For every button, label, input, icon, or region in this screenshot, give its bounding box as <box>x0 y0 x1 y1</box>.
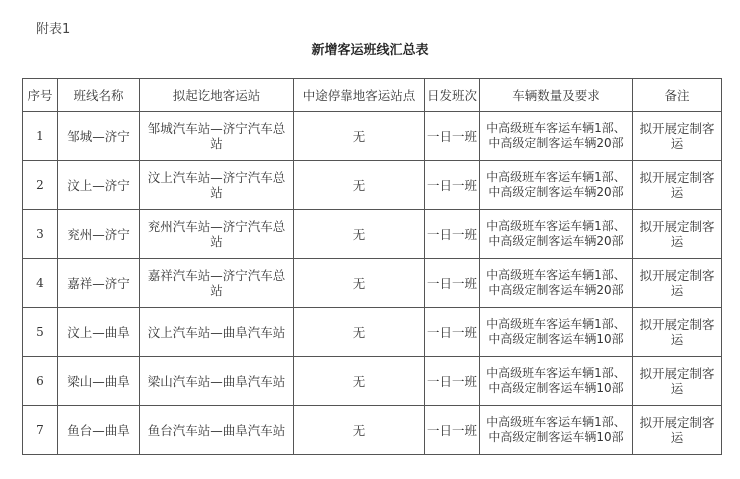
vehicles-line: 中高级定制客运车辆20部 <box>488 136 624 150</box>
table-row <box>23 112 722 161</box>
row-seq: 5 <box>23 308 58 357</box>
row-frequency: 一日一班 <box>425 161 480 210</box>
header-route: 班线名称 <box>58 79 140 112</box>
header-stations: 拟起讫地客运站 <box>140 79 294 112</box>
row-frequency: 一日一班 <box>425 357 480 406</box>
row-seq: 3 <box>23 210 58 259</box>
row-seq: 7 <box>23 406 58 455</box>
header-vehicles: 车辆数量及要求 <box>480 79 633 112</box>
row-route-name: 邹城—济宁 <box>58 112 140 161</box>
vehicles-line: 中高级定制客运车辆10部 <box>488 381 624 395</box>
row-stops: 无 <box>294 406 425 455</box>
vehicles-line: 中高级定制客运车辆10部 <box>488 430 624 444</box>
vehicles-line: 中高级定制客运车辆20部 <box>488 185 624 199</box>
row-stations: 嘉祥汽车站—济宁汽车总站 <box>140 259 294 308</box>
row-frequency: 一日一班 <box>425 259 480 308</box>
row-frequency: 一日一班 <box>425 112 480 161</box>
row-vehicles <box>480 161 633 210</box>
vehicles-line: 中高级班车客运车辆1部、 <box>486 268 626 282</box>
row-remarks: 拟开展定制客运 <box>633 259 722 308</box>
row-route-name: 梁山—曲阜 <box>58 357 140 406</box>
row-seq: 2 <box>23 161 58 210</box>
vehicles-line: 中高级班车客运车辆1部、 <box>486 121 626 135</box>
row-stations: 汶上汽车站—曲阜汽车站 <box>140 308 294 357</box>
row-frequency: 一日一班 <box>425 210 480 259</box>
table-row <box>23 357 722 406</box>
row-frequency: 一日一班 <box>425 308 480 357</box>
row-stations: 鱼台汽车站—曲阜汽车站 <box>140 406 294 455</box>
row-stops: 无 <box>294 259 425 308</box>
row-vehicles <box>480 259 633 308</box>
row-route-name: 汶上—济宁 <box>58 161 140 210</box>
vehicles-line: 中高级班车客运车辆1部、 <box>486 366 626 380</box>
table-row <box>23 406 722 455</box>
table-body <box>23 112 722 455</box>
row-stops: 无 <box>294 112 425 161</box>
row-seq: 6 <box>23 357 58 406</box>
route-summary-table <box>22 78 722 455</box>
row-remarks: 拟开展定制客运 <box>633 112 722 161</box>
row-stations: 邹城汽车站—济宁汽车总站 <box>140 112 294 161</box>
row-route-name: 鱼台—曲阜 <box>58 406 140 455</box>
row-stops: 无 <box>294 210 425 259</box>
row-route-name: 兖州—济宁 <box>58 210 140 259</box>
row-route-name: 嘉祥—济宁 <box>58 259 140 308</box>
table-row <box>23 259 722 308</box>
header-remarks: 备注 <box>633 79 722 112</box>
vehicles-line: 中高级班车客运车辆1部、 <box>486 219 626 233</box>
row-stops: 无 <box>294 357 425 406</box>
table-title: 新增客运班线汇总表 <box>311 43 429 58</box>
vehicles-line: 中高级定制客运车辆10部 <box>488 332 624 346</box>
vehicles-line: 中高级定制客运车辆20部 <box>488 234 624 248</box>
row-vehicles <box>480 210 633 259</box>
row-remarks: 拟开展定制客运 <box>633 308 722 357</box>
row-seq: 4 <box>23 259 58 308</box>
row-vehicles <box>480 357 633 406</box>
row-vehicles <box>480 308 633 357</box>
row-stops: 无 <box>294 161 425 210</box>
table-row <box>23 308 722 357</box>
row-frequency: 一日一班 <box>425 406 480 455</box>
vehicles-line: 中高级班车客运车辆1部、 <box>486 170 626 184</box>
row-vehicles <box>480 406 633 455</box>
table-row <box>23 210 722 259</box>
row-remarks: 拟开展定制客运 <box>633 161 722 210</box>
header-stops: 中途停靠地客运站点 <box>294 79 425 112</box>
row-remarks: 拟开展定制客运 <box>633 357 722 406</box>
table-row <box>23 161 722 210</box>
row-remarks: 拟开展定制客运 <box>633 406 722 455</box>
header-seq: 序号 <box>23 79 58 112</box>
header-row <box>23 79 722 112</box>
vehicles-line: 中高级班车客运车辆1部、 <box>486 317 626 331</box>
row-vehicles <box>480 112 633 161</box>
vehicles-line: 中高级定制客运车辆20部 <box>488 283 624 297</box>
appendix-label: 附表1 <box>36 22 71 37</box>
row-stations: 汶上汽车站—济宁汽车总站 <box>140 161 294 210</box>
header-frequency: 日发班次 <box>425 79 480 112</box>
row-remarks: 拟开展定制客运 <box>633 210 722 259</box>
row-stations: 梁山汽车站—曲阜汽车站 <box>140 357 294 406</box>
row-stations: 兖州汽车站—济宁汽车总站 <box>140 210 294 259</box>
row-seq: 1 <box>23 112 58 161</box>
row-route-name: 汶上—曲阜 <box>58 308 140 357</box>
vehicles-line: 中高级班车客运车辆1部、 <box>486 415 626 429</box>
row-stops: 无 <box>294 308 425 357</box>
